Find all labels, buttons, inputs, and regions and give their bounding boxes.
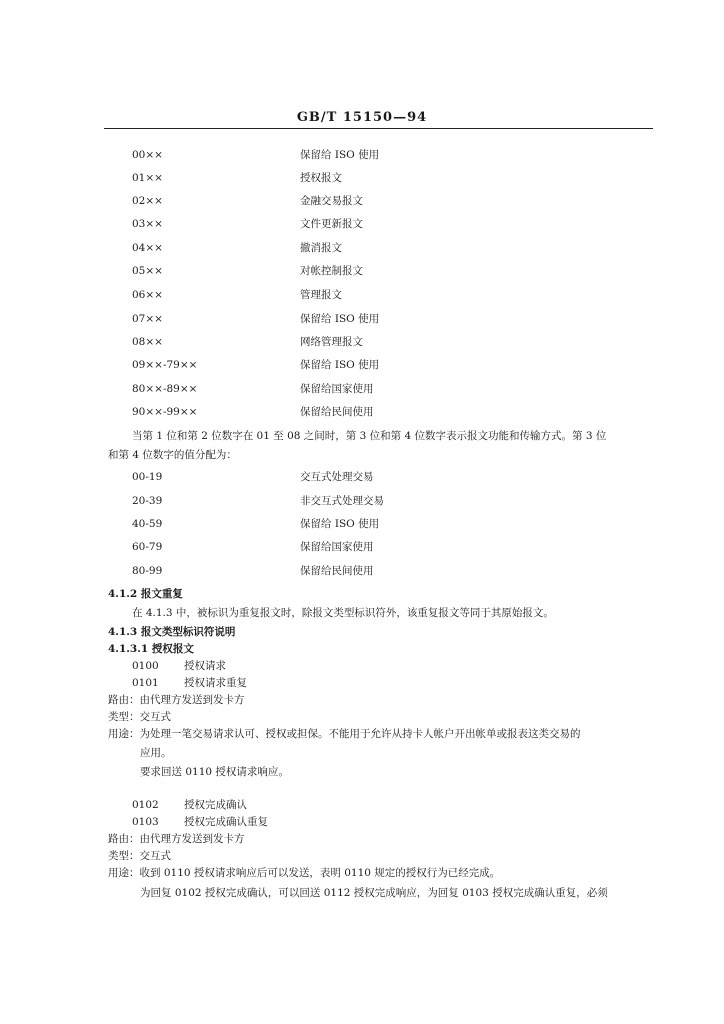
section-heading-4-1-3-1: 4.1.3.1 授权报文 (108, 643, 194, 655)
usage-line: 为回复 0102 授权完成确认，可以回送 0112 授权完成响应，为回复 0103 授权完成确认重复，必须 (140, 887, 608, 899)
table-row-code: 20-39 (132, 495, 163, 507)
table-row-desc: 网络管理报文 (300, 336, 363, 348)
table-row-desc: 保留给国家使用 (300, 541, 374, 553)
table-row-code: 05×× (132, 265, 163, 277)
table-row-desc: 保留给 ISO 使用 (300, 313, 380, 325)
section-body-4-1-2: 在 4.1.3 中，被标识为重复报文时，除报文类型标识符外，该重复报文等同于其原始报文。 (132, 607, 554, 619)
table-row-code: 06×× (132, 289, 163, 301)
table-row-code: 09××-79×× (132, 359, 198, 371)
table-row-code: 07×× (132, 313, 163, 325)
table-row-desc: 交互式处理交易 (300, 471, 374, 483)
usage-line: 要求回送 0110 授权请求响应。 (140, 766, 289, 778)
type-line: 类型：交互式 (108, 711, 171, 723)
table-row-code: 02×× (132, 195, 163, 207)
table-row-desc: 非交互式处理交易 (300, 495, 384, 507)
table-row-code: 80××-89×× (132, 383, 198, 395)
table-row-desc: 授权报文 (300, 172, 342, 184)
table-row-code: 80-99 (132, 565, 163, 577)
header-rule (104, 128, 653, 129)
message-code: 0102 (132, 799, 159, 811)
table-row-desc: 保留给 ISO 使用 (300, 359, 380, 371)
message-name: 授权完成确认重复 (184, 816, 268, 828)
routing-line: 路由：由代理方发送到发卡方 (108, 833, 245, 845)
table-row-desc: 撤消报文 (300, 242, 342, 254)
table-row-desc: 保留给国家使用 (300, 383, 374, 395)
table-row-code: 60-79 (132, 541, 163, 553)
type-line: 类型：交互式 (108, 850, 171, 862)
standard-number-header: GB/T 15150—94 (296, 110, 428, 125)
table-row-code: 00×× (132, 149, 163, 161)
message-name: 授权完成确认 (184, 799, 247, 811)
table-row-desc: 保留给 ISO 使用 (300, 149, 380, 161)
table-row-desc: 对帐控制报文 (300, 265, 363, 277)
section-heading-4-1-3: 4.1.3 报文类型标识符说明 (108, 626, 236, 638)
table-row-code: 40-59 (132, 518, 163, 530)
message-code: 0100 (132, 660, 159, 672)
table-row-code: 08×× (132, 336, 163, 348)
routing-line: 路由：由代理方发送到发卡方 (108, 694, 245, 706)
table-row-desc: 保留给民间使用 (300, 565, 374, 577)
message-name: 授权请求 (184, 660, 226, 672)
intro-paragraph-line: 当第 1 位和第 2 位数字在 01 至 08 之间时，第 3 位和第 4 位数字表示报文功能和传输方式。第 3 位 (132, 430, 607, 442)
usage-line: 应用。 (140, 747, 172, 759)
intro-paragraph-line: 和第 4 位数字的值分配为： (108, 449, 237, 461)
table-row-desc: 保留给民间使用 (300, 406, 374, 418)
table-row-code: 01×× (132, 172, 163, 184)
table-row-desc: 保留给 ISO 使用 (300, 518, 380, 530)
message-code: 0103 (132, 816, 159, 828)
section-heading-4-1-2: 4.1.2 报文重复 (108, 588, 183, 600)
table-row-code: 03×× (132, 218, 163, 230)
message-name: 授权请求重复 (184, 677, 247, 689)
usage-line: 用途：为处理一笔交易请求认可、授权或担保。不能用于允许从持卡人帐户开出帐单或报表这类交易的 (108, 728, 581, 740)
message-code: 0101 (132, 677, 159, 689)
table-row-desc: 文件更新报文 (300, 218, 363, 230)
usage-line: 用途：收到 0110 授权请求响应后可以发送，表明 0110 规定的授权行为已经完成。 (108, 867, 501, 879)
table-row-desc: 金融交易报文 (300, 195, 363, 207)
table-row-desc: 管理报文 (300, 289, 342, 301)
table-row-code: 04×× (132, 242, 163, 254)
table-row-code: 90××-99×× (132, 406, 198, 418)
table-row-code: 00-19 (132, 471, 163, 483)
